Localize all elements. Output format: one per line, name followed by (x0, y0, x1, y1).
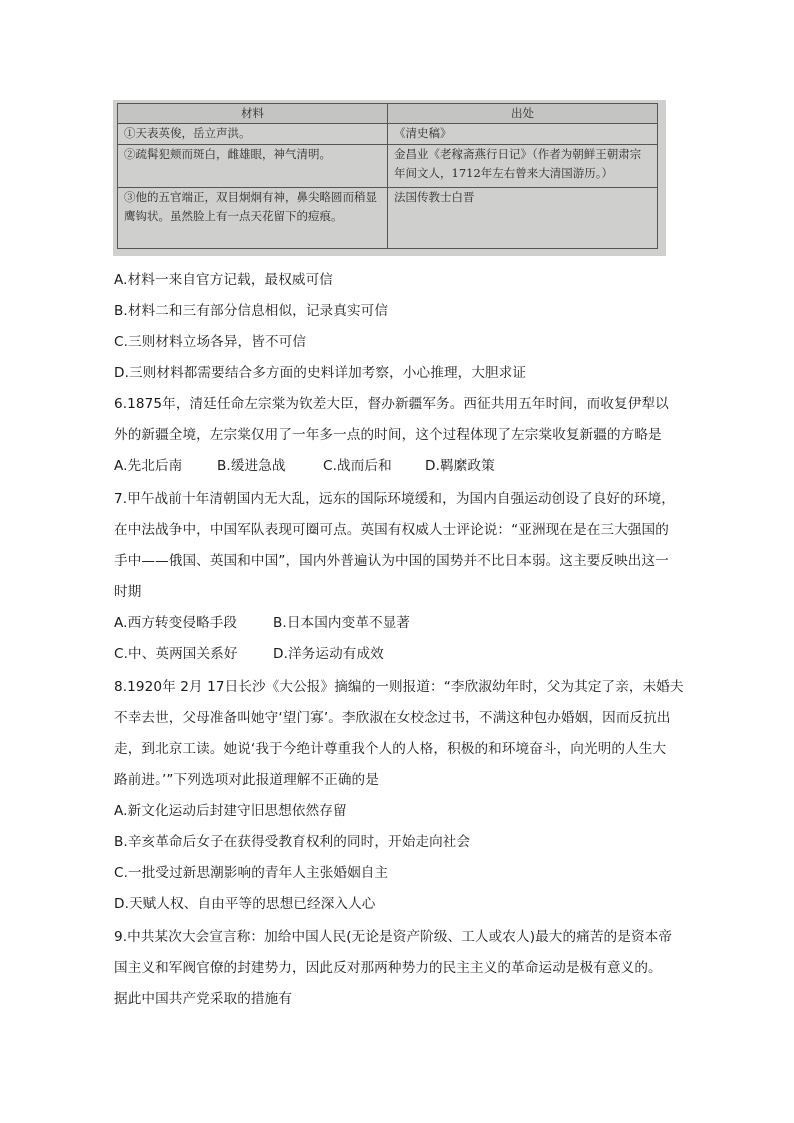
table-row (118, 145, 658, 188)
material-table (117, 103, 658, 249)
table-cell: ②疏髯犯颊而斑白，雌雄眼，神气清明。 (118, 145, 388, 188)
q6-option-d: D.羁縻政策 (425, 458, 495, 474)
q6-option-b: B.缓进急战 (217, 458, 286, 474)
q9-stem-line: 国主义和军阀官僚的封建势力，因此反对那两种势力的民主主义的革命运动是极有意义的。 (114, 960, 662, 976)
q8-option-d: D.天赋人权、自由平等的思想已经深入人心 (114, 896, 376, 912)
material-table-photo (113, 100, 666, 256)
q8-stem-line: 路前进。’”下列选项对此报道理解不正确的是 (114, 772, 379, 788)
table-cell: 金昌业《老稼斋燕行日记》（作者为朝鲜王朝肃宗年间文人，1712年左右曾来大清国游历。） (388, 145, 658, 188)
q6-stem-line: 外的新疆全境，左宗棠仅用了一年多一点的时间，这个过程体现了左宗棠收复新疆的方略是 (114, 427, 662, 443)
q8-stem-line: 8.1920年 2月 17日长沙《大公报》摘编的一则报道：“李欣淑幼年时，父为其定了亲，未婚夫 (114, 679, 684, 695)
q7-option-a: A.西方转变侵略手段 (114, 615, 238, 631)
table-cell: 法国传教士白晋 (388, 188, 658, 249)
table-cell: 《清史稿》 (388, 124, 658, 145)
q5-option-a: A.材料一来自官方记载，最权威可信 (114, 272, 333, 288)
q9-stem-line: 据此中国共产党采取的措施有 (114, 991, 293, 1007)
q9-stem-line: 9.中共某次大会宣言称：加给中国人民(无论是资产阶级、工人或农人)最大的痛苦的是资本帝 (114, 929, 673, 945)
table-cell: ①天表英俊，岳立声洪。 (118, 124, 388, 145)
q6-option-c: C.战而后和 (323, 458, 392, 474)
q6-options (114, 456, 495, 476)
q7-option-d: D.洋务运动有成效 (273, 646, 384, 662)
q5-option-d: D.三则材料都需要结合多方面的史料详加考察，小心推理，大胆求证 (114, 365, 527, 381)
q8-stem-line: 走，到北京工读。她说‘我于今绝计尊重我个人的人格，积极的和环境奋斗，向光明的人生大 (114, 741, 667, 757)
table-cell: ③他的五官端正，双目炯炯有神，鼻尖略圆而稍显鹰钩状。虽然脸上有一点天花留下的痘痕。 (118, 188, 388, 249)
q5-option-c: C.三则材料立场各异，皆不可信 (114, 334, 307, 350)
q7-stem-line: 时期 (114, 584, 142, 600)
q7-options-row-1 (114, 613, 410, 633)
q8-stem-line: 不幸去世，父母准备叫她守‘望门寡’。李欣淑在女校念过书，不满这种包办婚姻，因而反抗出 (114, 710, 671, 726)
table-row (118, 124, 658, 145)
q7-stem-line: 7.甲午战前十年清朝国内无大乱，远东的国际环境缓和，为国内自强运动创设了良好的环境， (114, 491, 675, 507)
q5-option-b: B.材料二和三有部分信息相似，记录真实可信 (114, 303, 389, 319)
q8-option-c: C.一批受过新思潮影响的青年人主张婚姻自主 (114, 865, 389, 881)
q7-options-row-2 (114, 644, 384, 664)
q6-option-a: A.先北后南 (114, 458, 183, 474)
q8-option-a: A.新文化运动后封建守旧思想依然存留 (114, 803, 347, 819)
table-header-source: 出处 (388, 104, 658, 124)
q8-option-b: B.辛亥革命后女子在获得受教育权利的同时，开始走向社会 (114, 834, 471, 850)
q6-stem-line: 6.1875年，清廷任命左宗棠为钦差大臣，督办新疆军务。西征共用五年时间，而收复伊犁以 (114, 396, 669, 412)
q7-option-c: C.中、英两国关系好 (114, 646, 238, 662)
table-row (118, 188, 658, 249)
table-header-material: 材料 (118, 104, 388, 124)
q7-stem-line: 手中——俄国、英国和中国”，国内外普遍认为中国的国势并不比日本弱。这主要反映出这一 (114, 553, 669, 569)
q7-option-b: B.日本国内变革不显著 (273, 615, 411, 631)
q7-stem-line: 在中法战争中，中国军队表现可圈可点。英国有权威人士评论说：“亚洲现在是在三大强国的 (114, 522, 669, 538)
